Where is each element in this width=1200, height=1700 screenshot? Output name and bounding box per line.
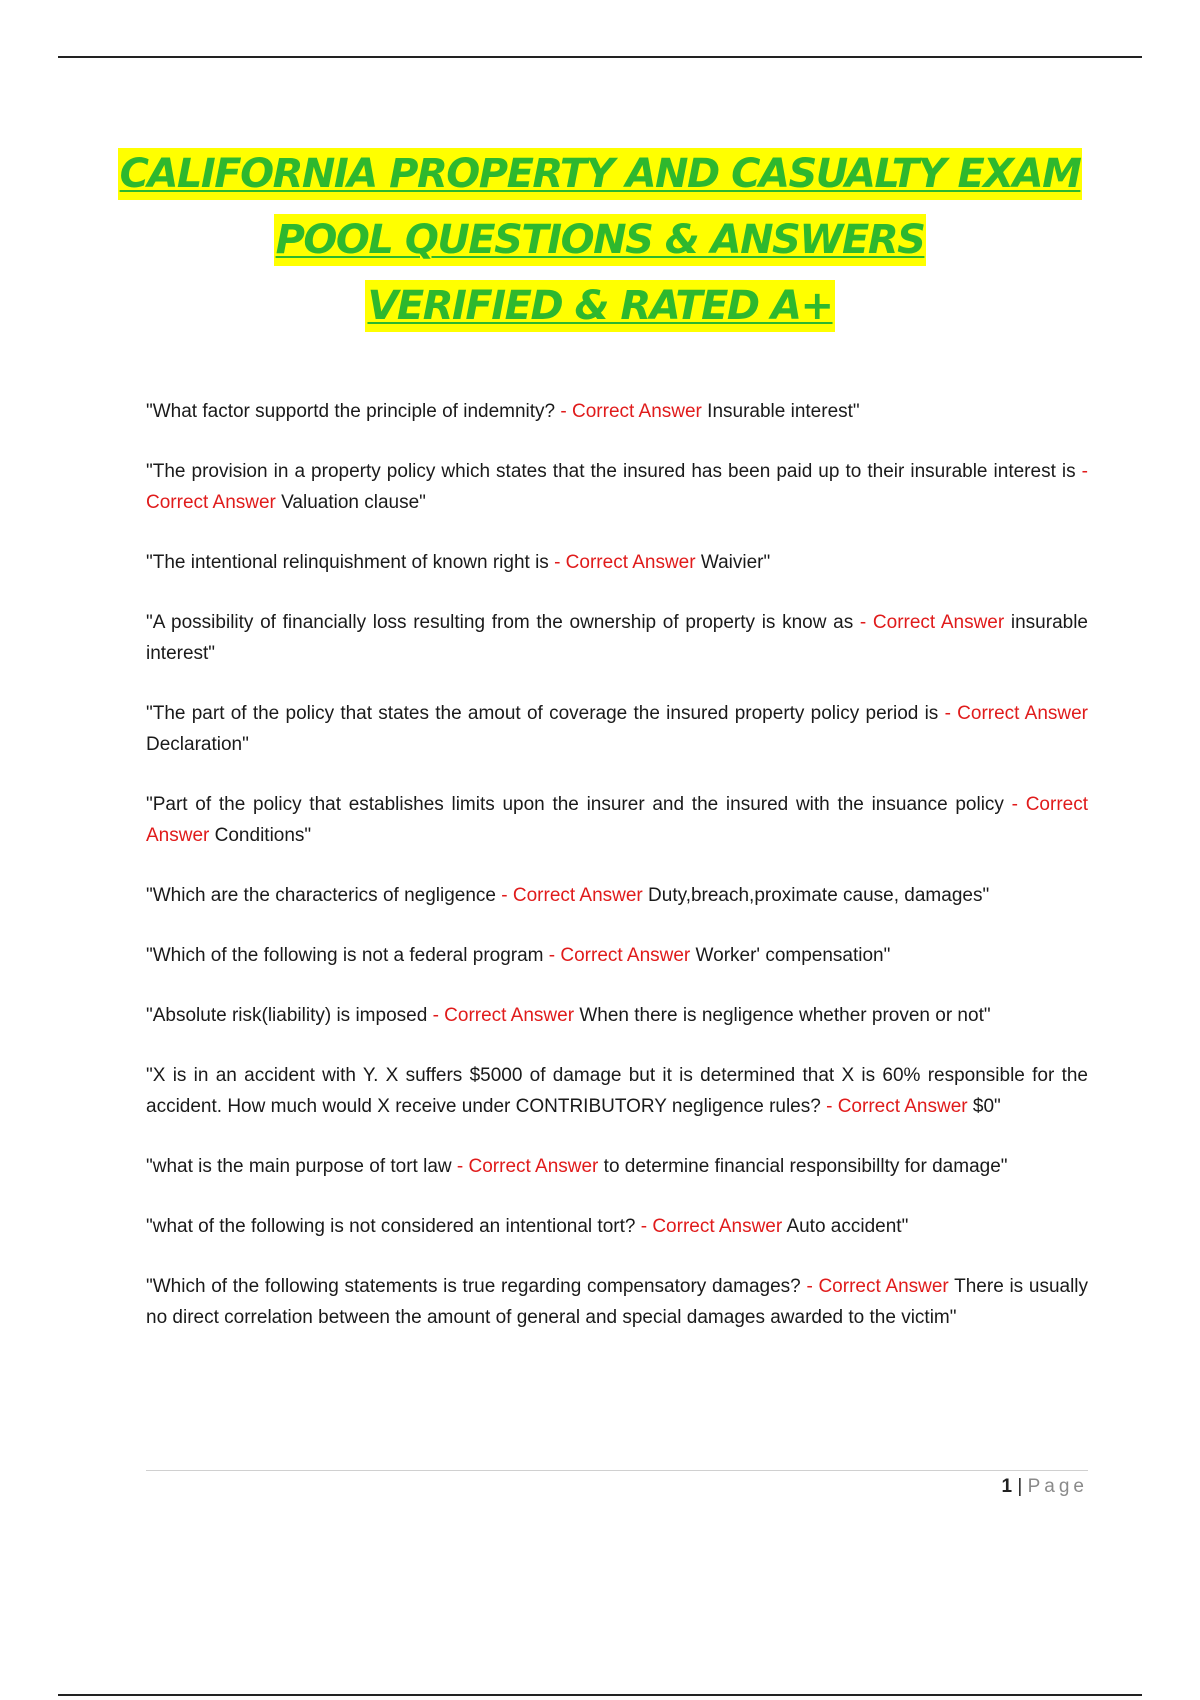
question: "Which are the characterics of negligence (146, 885, 496, 906)
footer-rule (146, 1470, 1088, 1471)
answer: Waivier" (700, 552, 771, 573)
title-line-3: VERIFIED & RATED A+ (0, 280, 1200, 332)
answer-marker: - Correct Answer (548, 945, 691, 966)
question: "what of the following is not considered an intentional tort? (146, 1216, 636, 1237)
qa-item (146, 940, 1088, 971)
answer: Auto accident" (786, 1216, 909, 1237)
answer: to determine financial responsibillty for damage" (603, 1156, 1008, 1177)
qa-item (146, 456, 1088, 518)
qa-item (146, 880, 1088, 911)
answer: Insurable interest" (707, 401, 860, 422)
answer: Duty,breach,proximate cause, damages" (648, 885, 990, 906)
page-number: 1 (1001, 1476, 1013, 1497)
answer-marker: - Correct Answer (432, 1005, 575, 1026)
answer-marker: - Correct Answer (944, 703, 1089, 724)
answer: When there is negligence whether proven or not" (579, 1005, 991, 1026)
page-label: Page (1027, 1476, 1088, 1497)
answer-marker: - Correct Answer (640, 1216, 783, 1237)
qa-item (146, 1000, 1088, 1031)
qa-item (146, 396, 1088, 427)
qa-item (146, 1211, 1088, 1242)
bottom-rule (58, 1694, 1142, 1696)
answer: Worker' compensation" (695, 945, 891, 966)
question: "The intentional relinquishment of known right is (146, 552, 549, 573)
question: "The provision in a property policy which states that the insured has been paid up to their insurable interest is (146, 461, 1076, 482)
qa-item (146, 1271, 1088, 1333)
question: "What factor supportd the principle of indemnity? (146, 401, 556, 422)
answer-marker: - Correct Answer (859, 612, 1005, 633)
answer: insurable interest" (146, 612, 1088, 664)
answer-marker: - Correct Answer (146, 461, 1088, 513)
question: "The part of the policy that states the amout of coverage the insured property policy period is (146, 703, 939, 724)
qa-item (146, 1060, 1088, 1122)
qa-item (146, 607, 1088, 669)
answer: Declaration" (146, 734, 249, 755)
answer-marker: - Correct Answer (826, 1096, 968, 1117)
question: "what is the main purpose of tort law (146, 1156, 452, 1177)
answer-marker: - Correct Answer (501, 885, 643, 906)
page-footer (146, 1474, 1088, 1500)
page-separator: | (1012, 1476, 1028, 1497)
question: "Absolute risk(liability) is imposed (146, 1005, 428, 1026)
title-line-1: CALIFORNIA PROPERTY AND CASUALTY EXAM (0, 148, 1200, 200)
title-line-2: POOL QUESTIONS & ANSWERS (0, 214, 1200, 266)
answer: $0" (972, 1096, 1001, 1117)
answer-marker: - Correct Answer (806, 1276, 949, 1297)
answer: There is usually no direct correlation between the amount of general and special damages awarded to the victim" (146, 1276, 1089, 1328)
question: "Which of the following is not a federal program (146, 945, 544, 966)
qa-item (146, 789, 1088, 851)
answer-marker: - Correct Answer (554, 552, 696, 573)
question: "Part of the policy that establishes limits upon the insurer and the insured with the insuance policy (146, 794, 1004, 815)
answer: Conditions" (214, 825, 312, 846)
question: "A possibility of financially loss resulting from the ownership of property is know as (146, 612, 854, 633)
qa-item (146, 698, 1088, 760)
top-rule (58, 56, 1142, 58)
question: "X is in an accident with Y. X suffers $5000 of damage but it is determined that X is 60% responsible for the accident. How much would X receive under CONTRIBUTORY negligence rules? (146, 1065, 1088, 1117)
question: "Which of the following statements is true regarding compensatory damages? (146, 1276, 801, 1297)
qa-item (146, 547, 1088, 578)
answer: Valuation clause" (281, 492, 426, 513)
answer-marker: - Correct Answer (456, 1156, 599, 1177)
qa-item (146, 1151, 1088, 1182)
qa-list (146, 396, 1088, 1362)
answer-marker: - Correct Answer (560, 401, 702, 422)
document-title (0, 148, 1200, 346)
answer-marker: - Correct Answer (146, 794, 1088, 846)
